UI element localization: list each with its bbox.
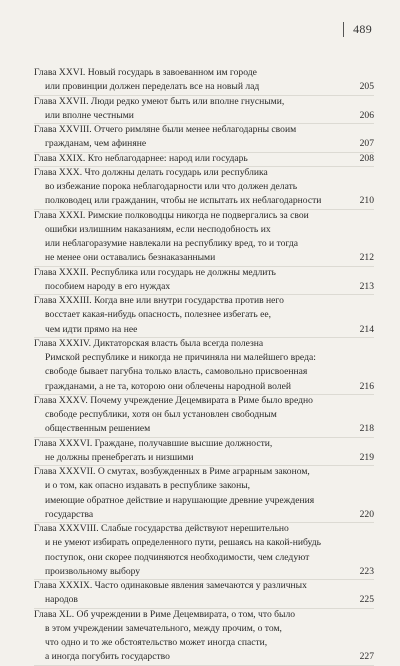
toc-entry-line: не должны пренебрегать и низшими bbox=[45, 451, 194, 463]
toc-entry-heading: Глава XXVIII. Отчего римляне были менее неблагодарны своим bbox=[34, 124, 297, 135]
toc-entry bbox=[34, 579, 374, 608]
toc-entry bbox=[34, 66, 374, 95]
toc-entry-line: или вполне честными bbox=[45, 109, 134, 121]
toc-entry-line: ошибки излишним наказаниям, если несподобность их bbox=[45, 223, 271, 235]
toc-entry-last-line bbox=[34, 109, 374, 123]
toc-entry-line: пособием народу в его нуждах bbox=[45, 280, 171, 292]
toc-page-number: 214 bbox=[359, 323, 374, 335]
toc-entry-line: гражданами, а не та, которою они облечены народной волей bbox=[45, 380, 291, 392]
toc-entry-heading: Глава XXIX. Кто неблагодарнее: народ или государь bbox=[34, 152, 248, 164]
table-of-contents bbox=[34, 66, 374, 665]
toc-entry-line: и не умеют избирать определенного пути, решаясь на какой-нибудь bbox=[45, 537, 321, 549]
toc-entry bbox=[34, 294, 374, 337]
header-rule bbox=[343, 22, 344, 37]
toc-entry-line: поступок, они скорее подчиняются необходимости, чем следуют bbox=[45, 551, 310, 563]
toc-entry-heading: Глава XXXIII. Когда вне или внутри государства против него bbox=[34, 295, 284, 306]
toc-entry-line: чем идти прямо на нее bbox=[45, 323, 138, 335]
toc-page-number: 218 bbox=[359, 423, 374, 435]
toc-entry-divider bbox=[34, 665, 374, 666]
toc-entry-line: полководец или гражданин, чтобы не испытать их неблагодарности bbox=[45, 195, 322, 207]
toc-entry-last-line bbox=[34, 323, 374, 337]
toc-entry bbox=[34, 152, 374, 166]
toc-page-number: 210 bbox=[359, 195, 374, 207]
toc-page-number: 227 bbox=[359, 651, 374, 663]
toc-entry bbox=[34, 465, 374, 522]
toc-entry bbox=[34, 166, 374, 209]
toc-page-number: 216 bbox=[359, 380, 374, 392]
toc-entry-last-line bbox=[34, 508, 374, 522]
toc-entry-last-line bbox=[34, 280, 374, 294]
toc-entry-last-line bbox=[34, 80, 374, 94]
toc-entry bbox=[34, 337, 374, 394]
page-header bbox=[343, 22, 372, 37]
toc-entry bbox=[34, 95, 374, 124]
toc-entry-line: во избежание порока неблагодарности или что должен делать bbox=[45, 181, 298, 192]
toc-entry-heading: Глава XL. Об учреждении в Риме Децемвирата, о том, что было bbox=[34, 608, 296, 620]
toc-page-number: 219 bbox=[359, 451, 374, 463]
toc-entry-heading: Глава XXXIX. Часто одинаковые явления замечаются у различных bbox=[34, 580, 307, 591]
toc-entry-last-line bbox=[34, 565, 374, 579]
toc-entry-last-line bbox=[34, 380, 374, 394]
toc-entry-heading: Глава XXXVII. О смутах, возбужденных в Риме аграрным законом, bbox=[34, 466, 310, 477]
toc-entry-heading: Глава XXX. Что должны делать государь или республика bbox=[34, 166, 268, 178]
page-number: 489 bbox=[353, 22, 372, 36]
toc-entry-line: или провинции должен переделать все на новый лад bbox=[45, 81, 260, 93]
toc-entry bbox=[34, 522, 374, 579]
toc-entry-line: Римской республике и никогда не причиняла ни малейшего вреда: bbox=[45, 352, 316, 363]
toc-entry-line: или неблагоразумие навлекали на республику вред, то и тогда bbox=[45, 238, 299, 249]
toc-entry bbox=[34, 437, 374, 466]
toc-page-number: 213 bbox=[359, 280, 374, 292]
toc-entry bbox=[34, 608, 374, 665]
toc-entry-line: не менее они оставались безнаказанными bbox=[45, 252, 216, 264]
toc-page-number: 208 bbox=[359, 152, 374, 164]
toc-entry-line: общественным решением bbox=[45, 423, 151, 435]
toc-entry-heading: Глава XXXVI. Граждане, получавшие высшие должности, bbox=[34, 437, 273, 449]
toc-entry-line: и о том, как опасно издавать в республике законы, bbox=[45, 480, 251, 492]
toc-entry bbox=[34, 209, 374, 266]
toc-page-number: 223 bbox=[359, 565, 374, 577]
toc-entry bbox=[34, 266, 374, 295]
toc-entry-line: в этом учреждении замечательного, между прочим, о том, bbox=[45, 622, 282, 634]
toc-entry-last-line bbox=[34, 152, 374, 166]
toc-page-number: 207 bbox=[359, 138, 374, 150]
toc-entry-heading: Глава XXXIV. Диктаторская власть была всегда полезна bbox=[34, 337, 264, 349]
toc-page-number: 212 bbox=[359, 252, 374, 264]
toc-entry-heading: Глава XXXV. Почему учреждение Децемвирата в Риме было вредно bbox=[34, 394, 313, 406]
toc-page-number: 205 bbox=[359, 81, 374, 93]
toc-entry-line: а иногда погубить государство bbox=[45, 651, 170, 663]
toc-entry-line: свободе республики, хотя он был установлен свободным bbox=[45, 409, 277, 420]
toc-entry bbox=[34, 123, 374, 152]
toc-entry-line: произвольному выбору bbox=[45, 565, 141, 577]
toc-entry-line: что одно и то же обстоятельство может иногда спасти, bbox=[45, 637, 268, 648]
toc-entry-last-line bbox=[34, 137, 374, 151]
toc-entry bbox=[34, 394, 374, 437]
toc-entry-line: свободе бывает пагубна только власть, самовольно присвоенная bbox=[45, 366, 308, 378]
toc-entry-line: имеющие обратное действие и нарушающие древние учреждения bbox=[45, 494, 315, 506]
toc-entry-last-line bbox=[34, 593, 374, 607]
toc-entry-heading: Глава XXXVIII. Слабые государства действуют нерешительно bbox=[34, 523, 289, 534]
toc-entry-last-line bbox=[34, 451, 374, 465]
toc-entry-line: народов bbox=[45, 594, 78, 606]
toc-entry-last-line bbox=[34, 251, 374, 265]
toc-entry-last-line bbox=[34, 194, 374, 208]
toc-entry-last-line bbox=[34, 422, 374, 436]
toc-entry-heading: Глава XXVII. Люди редко умеют быть или вполне гнусными, bbox=[34, 95, 285, 107]
toc-page-number: 225 bbox=[359, 594, 374, 606]
toc-entry-line: государства bbox=[45, 508, 94, 520]
toc-entry-line: восстает какая-нибудь опасность, полезнее избегать ее, bbox=[45, 309, 272, 321]
toc-page-number: 220 bbox=[359, 508, 374, 520]
toc-entry-line: гражданам, чем афиняне bbox=[45, 138, 147, 150]
toc-entry-heading: Глава XXXII. Республика или государь не должны медлить bbox=[34, 266, 276, 278]
toc-entry-heading: Глава XXXI. Римские полководцы никогда не подвергались за свои bbox=[34, 209, 309, 221]
toc-entry-heading: Глава XXVI. Новый государь в завоеванном им городе bbox=[34, 67, 257, 78]
toc-entry-last-line bbox=[34, 650, 374, 664]
toc-page-number: 206 bbox=[359, 109, 374, 121]
